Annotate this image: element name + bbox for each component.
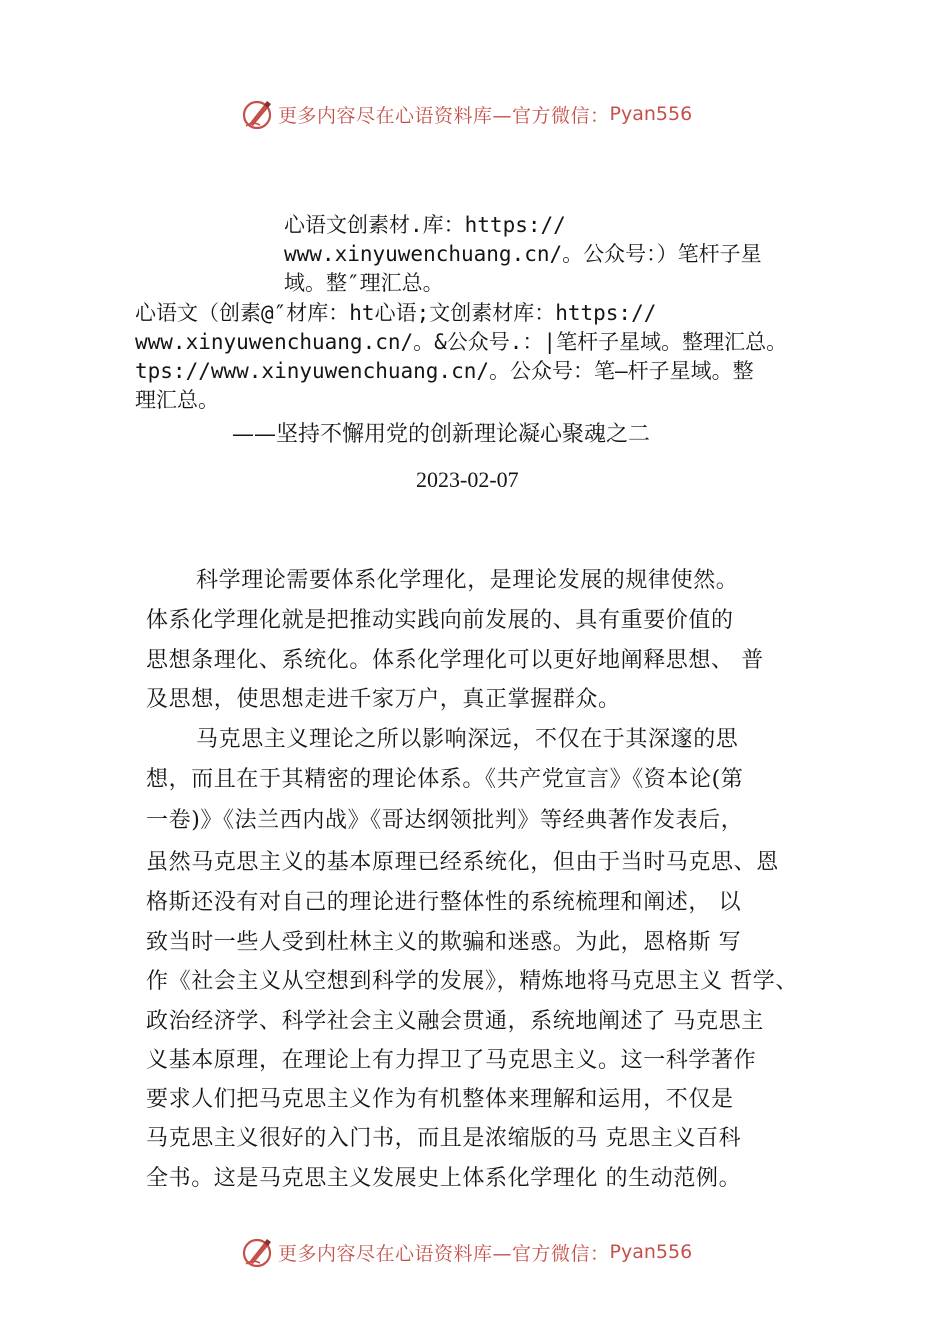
watermark-line: 理汇总。 bbox=[135, 388, 219, 412]
pen-logo-icon bbox=[240, 1235, 274, 1269]
paragraph-line: 一卷)》《法兰西内战》《哥达纲领批判》等经典著作发表后， bbox=[146, 808, 744, 833]
paragraph-line: 及思想，使思想走进千家万户，真正掌握群众。 bbox=[146, 687, 621, 712]
watermark-line: 心语文（创素@″材库：ht心语;文创素材库：https:// bbox=[135, 301, 657, 325]
footer-banner bbox=[240, 1234, 692, 1270]
watermark-line: www.xinyuwenchuang.cn/。&公众号.：|笔杆子星域。整理汇总。 bbox=[135, 330, 788, 354]
watermark-line: tps://www.xinyuwenchuang.cn/。公众号：笔—杆子星域。整 bbox=[135, 359, 754, 383]
paragraph-line: 作《社会主义从空想到科学的发展》，精炼地将马克思主义 哲学、 bbox=[146, 969, 798, 994]
watermark-line: www.xinyuwenchuang.cn/。公众号：）笔杆子星 bbox=[284, 242, 762, 266]
paragraph-line: 体系化学理化就是把推动实践向前发展的、具有重要价值的 bbox=[146, 608, 734, 633]
pen-logo-icon bbox=[240, 97, 274, 131]
paragraph-line: 马克思主义很好的入门书，而且是浓缩版的马 克思主义百科 bbox=[146, 1126, 742, 1151]
article-subtitle: ——坚持不懈用党的创新理论凝心聚魂之二 bbox=[232, 422, 651, 447]
paragraph-line: 科学理论需要体系化学理化，是理论发展的规律使然。 bbox=[196, 568, 739, 593]
banner-text: 更多内容尽在心语资料库—官方微信： bbox=[278, 104, 610, 127]
banner-wechat-id: Pyan556 bbox=[609, 103, 693, 125]
paragraph-line: 全书。这是马克思主义发展史上体系化学理化 的生动范例。 bbox=[146, 1166, 742, 1191]
article-date: 2023-02-07 bbox=[416, 467, 519, 492]
header-banner bbox=[240, 96, 692, 132]
paragraph-line: 思想条理化、系统化。体系化学理化可以更好地阐释思想、 普 bbox=[146, 648, 764, 673]
paragraph-line: 虽然马克思主义的基本原理已经系统化，但由于当时马克思、恩 bbox=[146, 850, 779, 875]
paragraph-line: 政治经济学、科学社会主义融会贯通，系统地阐述了 马克思主 bbox=[146, 1009, 764, 1034]
paragraph-line: 致当时一些人受到杜林主义的欺骗和迷惑。为此，恩格斯 写 bbox=[146, 930, 742, 955]
watermark-line: 心语文创素材.库：https:// bbox=[284, 213, 566, 237]
paragraph-line: 马克思主义理论之所以影响深远，不仅在于其深邃的思 bbox=[196, 727, 739, 752]
watermark-line: 域。整″理汇总。 bbox=[284, 271, 444, 295]
paragraph-line: 格斯还没有对自己的理论进行整体性的系统梳理和阐述， 以 bbox=[146, 890, 742, 915]
banner-text: 更多内容尽在心语资料库—官方微信： bbox=[278, 1242, 610, 1265]
banner-wechat-id: Pyan556 bbox=[609, 1241, 693, 1263]
paragraph-line: 义基本原理，在理论上有力捍卫了马克思主义。这一科学著作 bbox=[146, 1048, 757, 1073]
paragraph-line: 想，而且在于其精密的理论体系。《共产党宣言》《资本论(第 bbox=[146, 767, 744, 792]
paragraph-line: 要求人们把马克思主义作为有机整体来理解和运用，不仅是 bbox=[146, 1087, 734, 1112]
